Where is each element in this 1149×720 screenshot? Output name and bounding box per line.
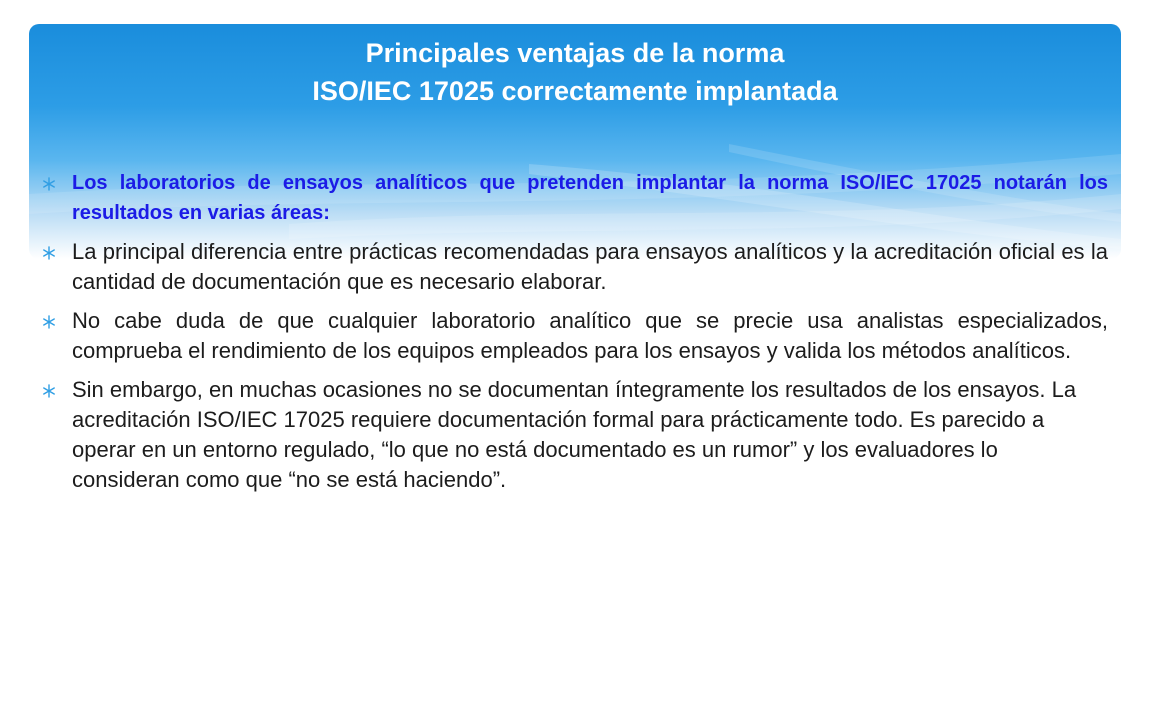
list-item — [40, 168, 1108, 228]
bullet-text: Los laboratorios de ensayos analíticos que pretenden implantar la norma ISO/IEC 17025 notarán los resultados en varias áreas: — [72, 172, 1108, 224]
asterisk-bullet-icon — [42, 315, 56, 329]
list-item — [40, 375, 1108, 495]
bullet-text: La principal diferencia entre prácticas recomendadas para ensayos analíticos y la acreditación oficial es la cantidad de documentación que es necesario elaborar. — [72, 239, 1108, 294]
title-line-2: ISO/IEC 17025 correctamente implantada — [312, 76, 838, 106]
bullet-text: Sin embargo, en muchas ocasiones no se documentan íntegramente los resultados de los ensayos. La acreditación ISO/IEC 17025 requiere documentación formal para prácticamente todo. Es parecido a operar en un entorno regulado, “lo que no está documentado es un rumor” y los evaluadores lo consideran como que “no se está haciendo”. — [72, 377, 1077, 492]
list-item — [40, 306, 1108, 366]
asterisk-bullet-icon — [42, 246, 56, 260]
bullet-list — [40, 168, 1108, 504]
slide-title — [29, 34, 1121, 110]
title-line-1: Principales ventajas de la norma — [365, 38, 785, 68]
asterisk-bullet-icon — [42, 177, 56, 191]
bullet-text: No cabe duda de que cualquier laboratorio analítico que se precie usa analistas especializados, comprueba el rendimiento de los equipos empleados para los ensayos y valida los métodos analíticos. — [72, 308, 1108, 363]
asterisk-bullet-icon — [42, 384, 56, 398]
list-item — [40, 237, 1108, 297]
